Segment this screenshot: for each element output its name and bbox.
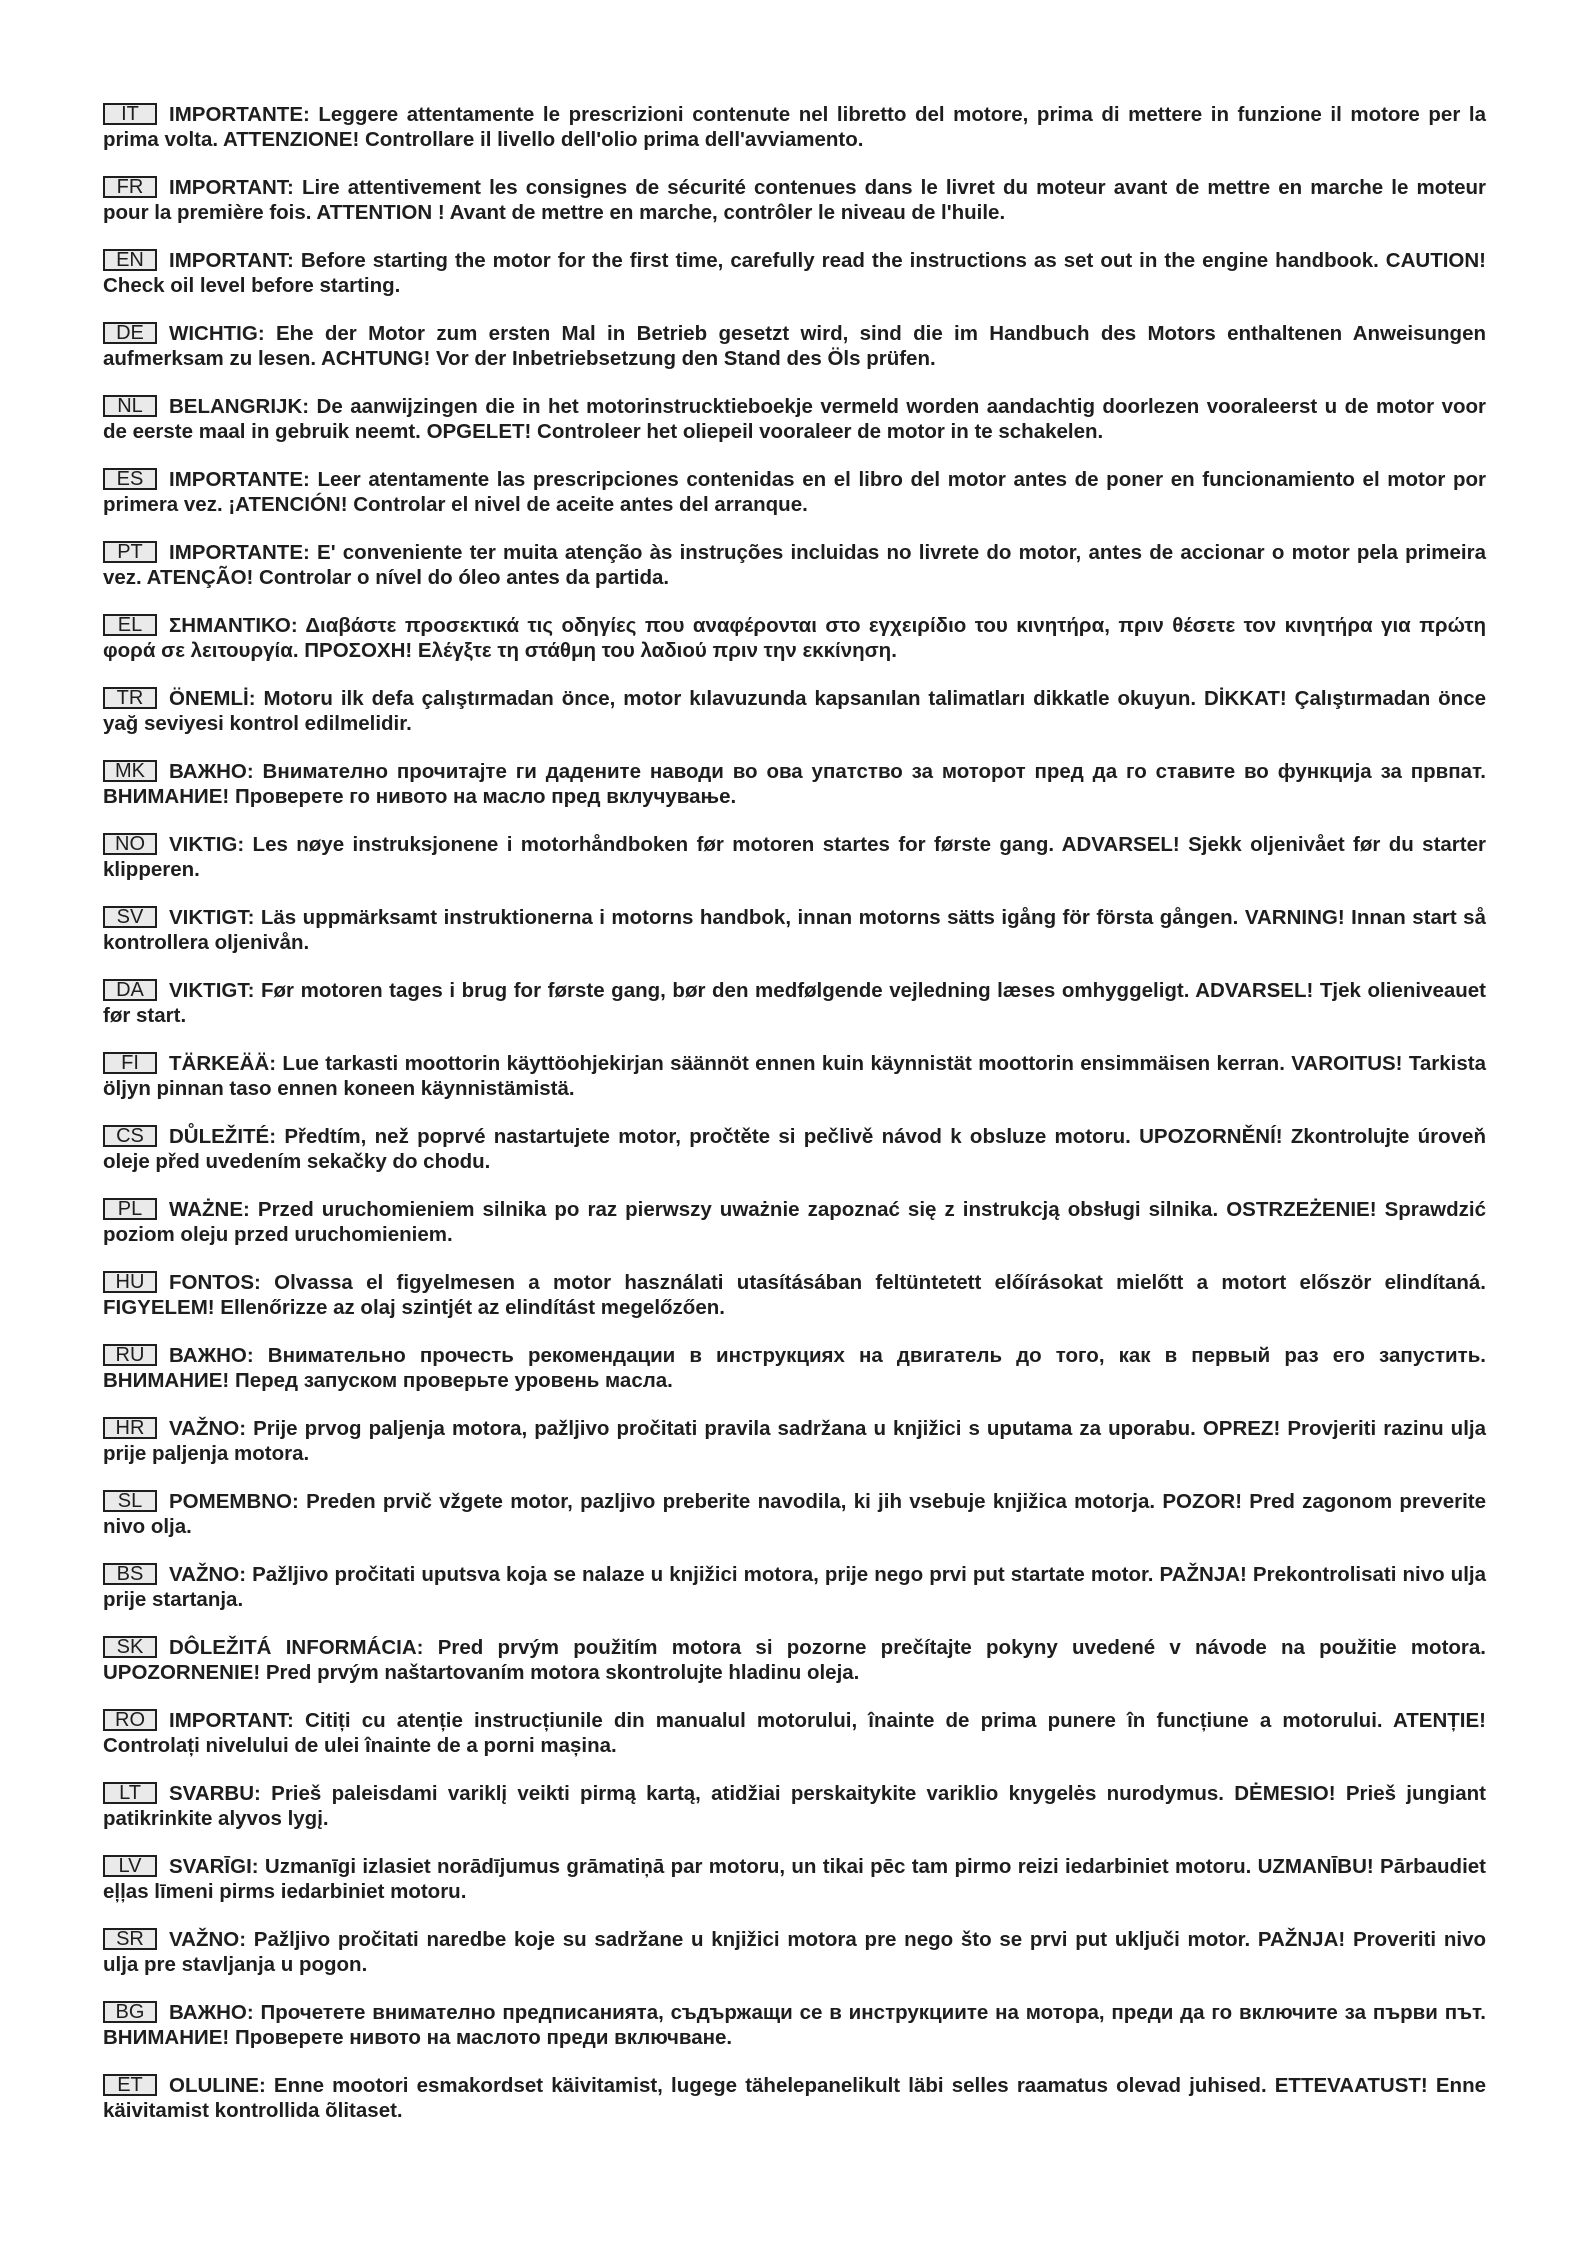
- language-code-badge: SL: [103, 1490, 157, 1512]
- notice-text: DÔLEŽITÁ INFORMÁCIA: Pred prvým použitím motora si pozorne prečítajte pokyny uvedené v návode na použitie motora. UPOZORNENIE! Pred prvým naštartovaním motora skontrolujte hladinu oleja.: [103, 1636, 1486, 1684]
- language-code-badge: MK: [103, 760, 157, 782]
- notice-entry-bs: [103, 1562, 1486, 1611]
- notice-text: OLULINE: Enne mootori esmakordset käivitamist, lugege tähelepanelikult läbi selles raamatus olevad juhised. ETTEVAATUST! Enne käivitamist kontrollida õlitaset.: [103, 2074, 1486, 2122]
- notice-entry-lv: [103, 1854, 1486, 1903]
- notice-entry-fi: [103, 1051, 1486, 1100]
- notice-entry-sr: [103, 1927, 1486, 1976]
- notice-text: WICHTIG: Ehe der Motor zum ersten Mal in Betrieb gesetzt wird, sind die im Handbuch des Motors enthaltenen Anweisungen aufmerksam zu lesen. ACHTUNG! Vor der Inbetriebsetzung den Stand des Öls prüfen.: [103, 322, 1486, 370]
- language-code-badge: SV: [103, 906, 157, 928]
- notice-entry-mk: [103, 759, 1486, 808]
- language-code-badge: ET: [103, 2074, 157, 2096]
- language-code-badge: BG: [103, 2001, 157, 2023]
- notice-entry-ro: [103, 1708, 1486, 1757]
- notice-text: DŮLEŽITÉ: Předtím, než poprvé nastartujete motor, pročtěte si pečlivě návod k obsluze motoru. UPOZORNĚNÍ! Zkontrolujte úroveň oleje před uvedením sekačky do chodu.: [103, 1125, 1486, 1173]
- notice-entry-et: [103, 2073, 1486, 2122]
- notice-text: IMPORTANT: Citiți cu atenție instrucțiunile din manualul motorului, înainte de prima punere în funcțiune a motorului. ATENȚIE! Controlați nivelului de ulei înainte de a porni mașina.: [103, 1709, 1486, 1757]
- language-code-badge: FI: [103, 1052, 157, 1074]
- language-code-badge: NL: [103, 395, 157, 417]
- notice-text: IMPORTANTE: E' conveniente ter muita atenção às instruções incluidas no livrete do motor, antes de accionar o motor pela primeira vez. ATENÇÃO! Controlar o nível do óleo antes da partida.: [103, 541, 1486, 589]
- notice-entry-tr: [103, 686, 1486, 735]
- notice-text: IMPORTANTE: Leggere attentamente le prescrizioni contenute nel libretto del motore, prima di mettere in funzione il motore per la prima volta. ATTENZIONE! Controllare il livello dell'olio prima dell'avviamento.: [103, 103, 1486, 151]
- notice-entry-pl: [103, 1197, 1486, 1246]
- notice-entry-ru: [103, 1343, 1486, 1392]
- notice-text: ВАЖНО: Прочетете внимателно предписанията, съдържащи се в инструкциите на мотора, преди да го включите за първи път. ВНИМАНИЕ! Проверете нивото на маслото преди включване.: [103, 2001, 1486, 2049]
- notice-text: WAŻNE: Przed uruchomieniem silnika po raz pierwszy uważnie zapoznać się z instrukcją obsługi silnika. OSTRZEŻENIE! Sprawdzić poziom oleju przed uruchomieniem.: [103, 1198, 1486, 1246]
- notice-entry-nl: [103, 394, 1486, 443]
- notice-text: VAŽNO: Pažljivo pročitati naredbe koje su sadržane u knjižici motora pre nego što se prvi put uključi motor. PAŽNJA! Proveriti nivo ulja pre stavljanja u pogon.: [103, 1928, 1486, 1976]
- notice-text: TÄRKEÄÄ: Lue tarkasti moottorin käyttöohjekirjan säännöt ennen kuin käynnistät moottorin ensimmäisen kerran. VAROITUS! Tarkista öljyn pinnan taso ennen koneen käynnistämistä.: [103, 1052, 1486, 1100]
- language-code-badge: LV: [103, 1855, 157, 1877]
- notice-entry-pt: [103, 540, 1486, 589]
- notice-text: VIKTIGT: Før motoren tages i brug for første gang, bør den medfølgende vejledning læses omhyggeligt. ADVARSEL! Tjek olieniveauet før start.: [103, 979, 1486, 1027]
- notice-text: ВАЖНО: Внимательно прочесть рекомендации в инструкциях на двигатель до того, как в первый раз его запустить. ВНИМАНИЕ! Перед запуском проверьте уровень масла.: [103, 1344, 1486, 1392]
- language-code-badge: DA: [103, 979, 157, 1001]
- notice-text: VAŽNO: Prije prvog paljenja motora, pažljivo pročitati pravila sadržana u knjižici s uputama za uporabu. OPREZ! Provjeriti razinu ulja prije paljenja motora.: [103, 1417, 1486, 1465]
- notice-text: ÖNEMLİ: Motoru ilk defa çalıştırmadan önce, motor kılavuzunda kapsanılan talimatları dikkatle okuyun. DİKKAT! Çalıştırmadan önce yağ seviyesi kontrol edilmelidir.: [103, 687, 1486, 735]
- language-code-badge: SK: [103, 1636, 157, 1658]
- language-code-badge: RU: [103, 1344, 157, 1366]
- notice-text: POMEMBNO: Preden prvič vžgete motor, pazljivo preberite navodila, ki jih vsebuje knjižica motorja. POZOR! Pred zagonom preverite nivo olja.: [103, 1490, 1486, 1538]
- language-code-badge: ES: [103, 468, 157, 490]
- notice-entry-no: [103, 832, 1486, 881]
- language-code-badge: PT: [103, 541, 157, 563]
- notice-text: IMPORTANT: Lire attentivement les consignes de sécurité contenues dans le livret du moteur avant de mettre en marche le moteur pour la première fois. ATTENTION ! Avant de mettre en marche, contrôler le niveau de l'huile.: [103, 176, 1486, 224]
- notice-entry-cs: [103, 1124, 1486, 1173]
- language-code-badge: EN: [103, 249, 157, 271]
- notice-text: SVARBU: Prieš paleisdami variklį veikti pirmą kartą, atidžiai perskaitykite variklio knygelės nurodymus. DĖMESIO! Prieš jungiant patikrinkite alyvos lygį.: [103, 1782, 1486, 1830]
- notice-entry-sk: [103, 1635, 1486, 1684]
- notice-entry-es: [103, 467, 1486, 516]
- language-code-badge: CS: [103, 1125, 157, 1147]
- language-code-badge: DE: [103, 322, 157, 344]
- notice-entry-it: [103, 102, 1486, 151]
- notice-text: SVARĪGI: Uzmanīgi izlasiet norādījumus grāmatiņā par motoru, un tikai pēc tam pirmo reizi iedarbiniet motoru. UZMANĪBU! Pārbaudiet eļļas līmeni pirms iedarbiniet motoru.: [103, 1855, 1486, 1903]
- notice-text: VIKTIG: Les nøye instruksjonene i motorhåndboken før motoren startes for første gang. ADVARSEL! Sjekk oljenivået før du starter klipperen.: [103, 833, 1486, 881]
- language-code-badge: HU: [103, 1271, 157, 1293]
- notice-entry-en: [103, 248, 1486, 297]
- notice-text: VAŽNO: Pažljivo pročitati uputsva koja se nalaze u knjižici motora, prije nego prvi put startate motor. PAŽNJA! Prekontrolisati nivo ulja prije startanja.: [103, 1563, 1486, 1611]
- notice-entry-el: [103, 613, 1486, 662]
- notice-entry-fr: [103, 175, 1486, 224]
- notice-entry-sl: [103, 1489, 1486, 1538]
- language-code-badge: FR: [103, 176, 157, 198]
- notice-text: VIKTIGT: Läs uppmärksamt instruktionerna i motorns handbok, innan motorns sätts igång för första gången. VARNING! Innan start så kontrollera oljenivån.: [103, 906, 1486, 954]
- language-code-badge: EL: [103, 614, 157, 636]
- language-code-badge: LT: [103, 1782, 157, 1804]
- notice-text: BELANGRIJK: De aanwijzingen die in het motorinstrucktieboekje vermeld worden aandachtig doorlezen vooraleerst u de motor voor de eerste maal in gebruik neemt. OPGELET! Controleer het oliepeil vooraleer de motor in te schakelen.: [103, 395, 1486, 443]
- safety-notice-list: [103, 102, 1486, 2146]
- notice-entry-da: [103, 978, 1486, 1027]
- language-code-badge: IT: [103, 103, 157, 125]
- notice-text: ВАЖНО: Внимателно прочитајте ги дадените наводи во ова упатство за моторот пред да го ставите во функција за првпат. ВНИМАНИЕ! Проверете го нивото на масло пред вклучување.: [103, 760, 1486, 808]
- notice-entry-de: [103, 321, 1486, 370]
- notice-text: IMPORTANT: Before starting the motor for the first time, carefully read the instructions as set out in the engine handbook. CAUTION! Check oil level before starting.: [103, 249, 1486, 297]
- notice-text: IMPORTANTE: Leer atentamente las prescripciones contenidas en el libro del motor antes de poner en funcionamiento el motor por primera vez. ¡ATENCIÓN! Controlar el nivel de aceite antes del arranque.: [103, 468, 1486, 516]
- notice-entry-sv: [103, 905, 1486, 954]
- language-code-badge: PL: [103, 1198, 157, 1220]
- language-code-badge: RO: [103, 1709, 157, 1731]
- notice-entry-hu: [103, 1270, 1486, 1319]
- language-code-badge: SR: [103, 1928, 157, 1950]
- notice-entry-lt: [103, 1781, 1486, 1830]
- language-code-badge: NO: [103, 833, 157, 855]
- notice-entry-bg: [103, 2000, 1486, 2049]
- notice-text: FONTOS: Olvassa el figyelmesen a motor használati utasításában feltüntetett előírásokat mielőtt a motort először elindítaná. FIGYELEM! Ellenőrizze az olaj szintjét az elindítást megelőzően.: [103, 1271, 1486, 1319]
- language-code-badge: TR: [103, 687, 157, 709]
- notice-entry-hr: [103, 1416, 1486, 1465]
- language-code-badge: BS: [103, 1563, 157, 1585]
- language-code-badge: HR: [103, 1417, 157, 1439]
- notice-text: ΣΗΜΑΝΤΙΚΟ: Διαβάστε προσεκτικά τις οδηγίες που αναφέρονται στο εγχειρίδιο του κινητήρα, πριν θέσετε τον κινητήρα για πρώτη φορά σε λειτουργία. ΠΡΟΣΟΧΗ! Ελέγξτε τη στάθμη του λαδιού πριν την εκκίνηση.: [103, 614, 1486, 662]
